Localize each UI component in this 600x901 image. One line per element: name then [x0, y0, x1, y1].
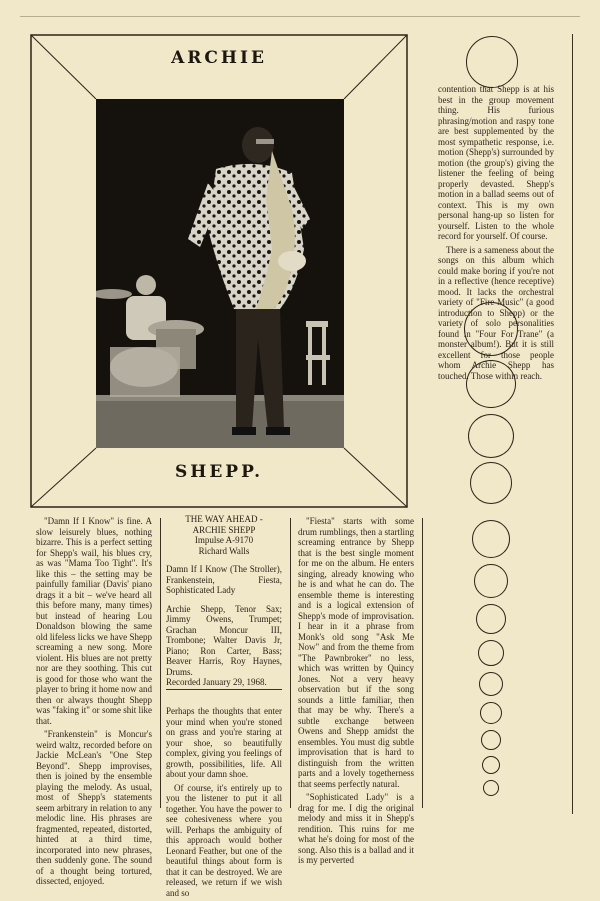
info-underline [166, 689, 282, 690]
album-label: Impulse A-9170 [194, 535, 254, 545]
column-1-text [36, 516, 152, 890]
circle-decoration [481, 730, 501, 750]
recording-date: Recorded January 29, 1968. [166, 677, 267, 687]
circle-decoration [479, 672, 503, 696]
circle-decoration [464, 302, 518, 356]
circle-decoration [468, 414, 514, 458]
album-artist: ARCHIE SHEPP [192, 524, 256, 535]
album-reviewer: Richard Walls [198, 545, 250, 556]
right-paragraph-1: contention that Shepp is at his best in the group movement thing. His furious phrasing/motion and raspy tone are best supplemented by the most sympathetic response, i.e. motion (Shepp's) surrounded by motion (the group's) giving the listener the feeling of being properly devasted. Shepp's motion in a ballad seems out of context. This is my own personal hang-up so listen for yourself. Listen to the whole record for yourself. Of course. [438, 84, 554, 241]
col1-paragraph-2: "Frankenstein" is Moncur's weird waltz, recorded before on Jackie McLean's "One Step Beyond". Shepp improvises, then is joined by the ensemble playing the melody. As usual, most of Shepp's statements seem arbitrary in relation to any melodic line. His phrases are fragmented, repeated, distorted, hinted at a third time, incorporated into new phrases, then suddenly gone. The sound of a thought being tortured, dissected, enjoyed. [36, 729, 152, 886]
top-rule [20, 16, 580, 17]
album-title: THE WAY AHEAD - [185, 514, 263, 524]
circle-decoration [466, 360, 516, 408]
col3-paragraph-1: "Fiesta" starts with some drum rumblings, then a startling screaming entrance by Shepp that is the best single moment for me on the album. He enters singing, already knowing who he is and what he can do. The ensemble theme is interesting and is a logical extension of Shepp's mode of improvisation. I hear in it a phrase from Monk's old song "Ask Me Now" and from the theme from "The Pawnbroker" no less, which was written by Quincy Jones. Not a very heavy observation but if the song sounds a little familiar, then that may be why. There's a subtle exchange between Owens and Shepp amidst the ensembles. You must dig subtle improvisation that is hard to distinguish from the written parts and a lovely togetherness that seems perfectly natural. [298, 516, 414, 789]
right-margin-rule [572, 34, 573, 814]
saxophonist-photo [96, 99, 344, 448]
album-info-box [166, 514, 282, 690]
column-divider-2 [290, 518, 291, 808]
circle-decoration [470, 462, 512, 504]
circle-decoration [474, 564, 508, 598]
headline-shepp: SHEPP. [175, 462, 263, 482]
circle-decoration [482, 756, 500, 774]
title-frame [30, 34, 408, 508]
circle-decoration [476, 604, 506, 634]
col1-paragraph-1: "Damn If I Know" is fine. A slow leisurely blues, nothing bizarre. This is a perfect setting for Shepp's wail, his blues cry, as was "Mama Too Tight". It's like this – the setting may be painfully familiar (Davis' piano drags it a bit – we've heard all this before many, many times) but instead of hearing Lou Donaldson blowing the same old lifeless licks we have Shepp screaming a new song. More violent. His blues are not pretty nor are they soothing. This cut is good for those who want the player to bring it home now and then or always thought Shepp was "faking it" or some shit like that. [36, 516, 152, 726]
track-list: Damn If I Know (The Stroller), Frankenstein, Fiesta, Sophisticated Lady [166, 564, 282, 595]
personnel-list: Archie Shepp, Tenor Sax; Jimmy Owens, Trumpet; Grachan Moncur III, Trombone; Walter Davis Jr, Piano; Ron Carter, Bass; Beaver Harris, Roy Haynes, Drums. [166, 603, 282, 677]
circle-decoration [466, 36, 518, 88]
col3-paragraph-2: "Sophisticated Lady" is a drag for me. I dig the original melody and miss it in Shepp's rendition. This ruins for me what he's doing for most of the song. Also this is a ballad and it is my perverted [298, 792, 414, 865]
col2-paragraph-1: Perhaps the thoughts that enter your mind when you're stoned on grass and you're staring at your shoe, so beautifully complex, giving you feelings of growth, possibilities, life. All about your damn shoe. [166, 706, 282, 779]
headline-archie: ARCHIE [171, 48, 267, 68]
circle-decoration [472, 520, 510, 558]
col2-paragraph-2: Of course, it's entirely up to you the listener to put it all together. You have the power to see cohesiveness where you will. Perhaps the ambiguity of this approach would bother Leonard Feather, but one of the beautiful things about form is that it can be destroyed. We are released, we return if we wish and so [166, 782, 282, 898]
column-3-text [298, 516, 414, 869]
column-divider-3 [422, 518, 423, 808]
right-paragraph-2: There is a sameness about the songs on this album which could make boring if you're not in a reflective (hence receptive) mood. It lacks the orchestral variety of "Fire Music" (a good introduction to Shepp) or the variety of solo personalities found in "Four For Trane" (a monster album!). But it is still excellent for those people whom Archie Shepp has touched. Those within reach. [438, 244, 554, 381]
column-divider-1 [160, 518, 161, 808]
circle-decoration [480, 702, 502, 724]
column-2-text [166, 706, 282, 901]
circle-decoration [483, 780, 499, 796]
circle-decoration [478, 640, 504, 666]
